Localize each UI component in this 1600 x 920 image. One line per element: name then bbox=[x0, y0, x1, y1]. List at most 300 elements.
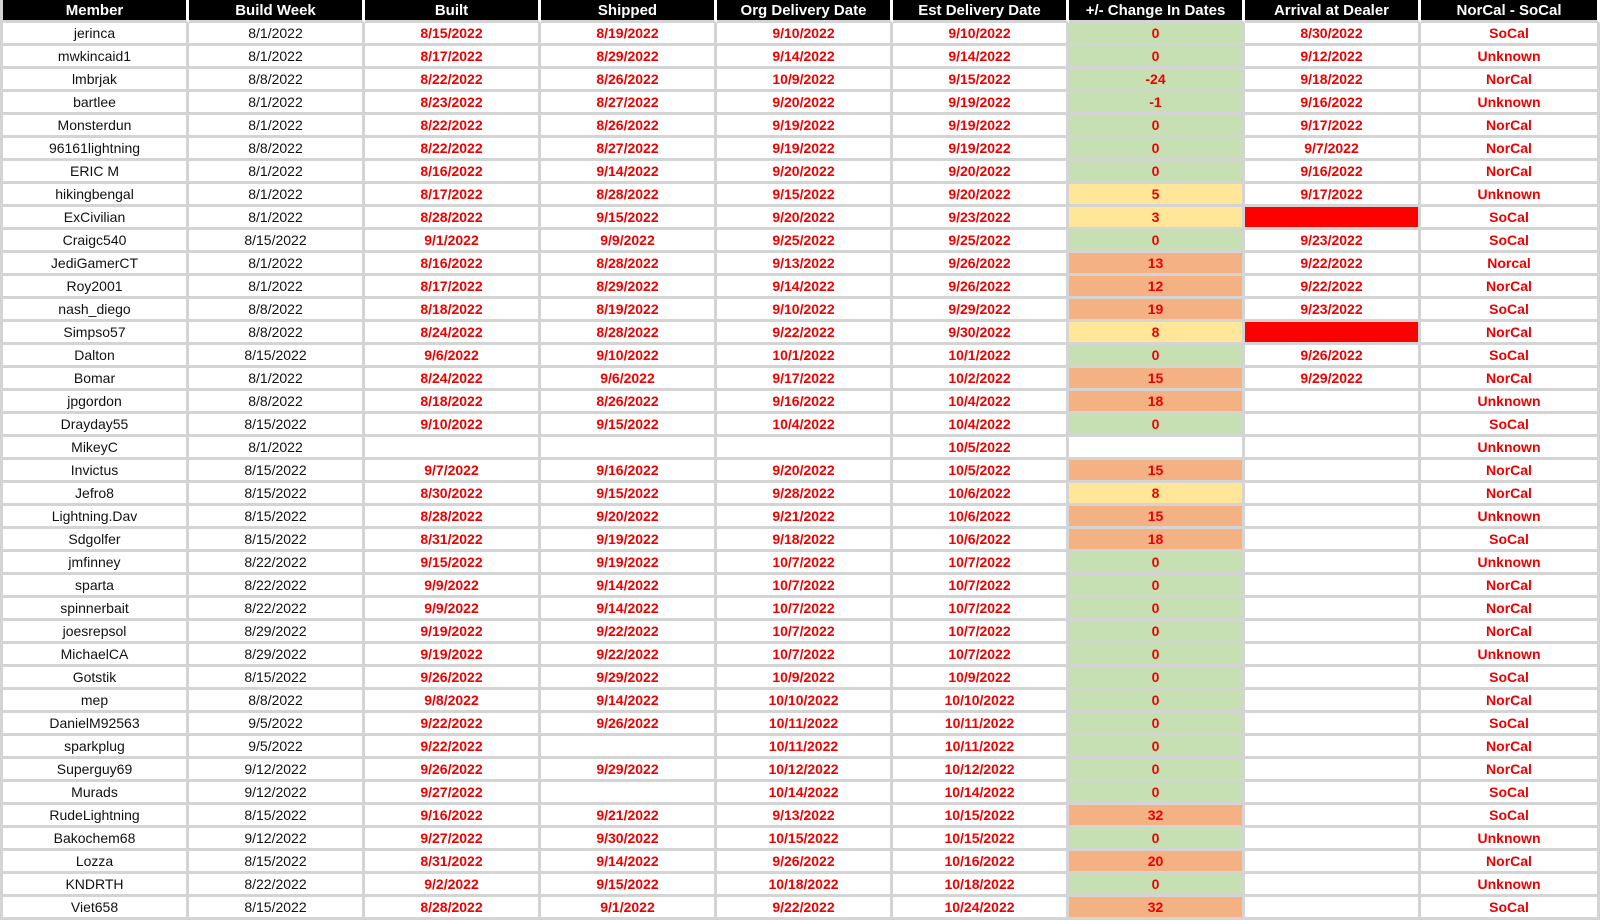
cell-org-delivery-date[interactable]: 10/7/2022 bbox=[717, 598, 893, 621]
cell-build-week[interactable]: 8/8/2022 bbox=[189, 69, 365, 92]
cell-region[interactable]: SoCal bbox=[1421, 230, 1600, 253]
cell-shipped[interactable]: 9/15/2022 bbox=[541, 414, 717, 437]
cell-member[interactable]: Roy2001 bbox=[0, 276, 189, 299]
cell-build-week[interactable]: 9/5/2022 bbox=[189, 713, 365, 736]
cell-member[interactable]: Drayday55 bbox=[0, 414, 189, 437]
cell-built[interactable]: 8/17/2022 bbox=[365, 46, 541, 69]
cell-build-week[interactable]: 8/1/2022 bbox=[189, 23, 365, 46]
column-header-built[interactable]: Built bbox=[365, 0, 541, 23]
cell-org-delivery-date[interactable]: 9/25/2022 bbox=[717, 230, 893, 253]
cell-shipped[interactable]: 8/19/2022 bbox=[541, 299, 717, 322]
cell-shipped[interactable]: 8/27/2022 bbox=[541, 138, 717, 161]
cell-shipped[interactable]: 9/14/2022 bbox=[541, 161, 717, 184]
cell-member[interactable]: JediGamerCT bbox=[0, 253, 189, 276]
cell-region[interactable]: SoCal bbox=[1421, 529, 1600, 552]
cell-arrival-at-dealer[interactable] bbox=[1245, 851, 1421, 874]
cell-org-delivery-date[interactable]: 9/18/2022 bbox=[717, 529, 893, 552]
cell-org-delivery-date[interactable]: 10/7/2022 bbox=[717, 621, 893, 644]
cell-region[interactable]: NorCal bbox=[1421, 736, 1600, 759]
cell-region[interactable]: SoCal bbox=[1421, 782, 1600, 805]
cell-org-delivery-date[interactable]: 10/7/2022 bbox=[717, 575, 893, 598]
cell-org-delivery-date[interactable]: 9/20/2022 bbox=[717, 207, 893, 230]
cell-org-delivery-date[interactable]: 10/11/2022 bbox=[717, 736, 893, 759]
cell-change-in-dates[interactable]: 8 bbox=[1069, 483, 1245, 506]
cell-est-delivery-date[interactable]: 9/25/2022 bbox=[893, 230, 1069, 253]
cell-build-week[interactable]: 8/15/2022 bbox=[189, 506, 365, 529]
cell-arrival-at-dealer[interactable] bbox=[1245, 506, 1421, 529]
cell-member[interactable]: Bakochem68 bbox=[0, 828, 189, 851]
column-header-est-delivery-date[interactable]: Est Delivery Date bbox=[893, 0, 1069, 23]
column-header-region[interactable]: NorCal - SoCal bbox=[1421, 0, 1600, 23]
cell-region[interactable]: NorCal bbox=[1421, 851, 1600, 874]
cell-est-delivery-date[interactable]: 10/12/2022 bbox=[893, 759, 1069, 782]
cell-arrival-at-dealer[interactable] bbox=[1245, 713, 1421, 736]
cell-change-in-dates[interactable]: 0 bbox=[1069, 23, 1245, 46]
cell-change-in-dates[interactable]: 0 bbox=[1069, 782, 1245, 805]
cell-est-delivery-date[interactable]: 10/7/2022 bbox=[893, 598, 1069, 621]
cell-arrival-at-dealer[interactable] bbox=[1245, 437, 1421, 460]
cell-est-delivery-date[interactable]: 9/10/2022 bbox=[893, 23, 1069, 46]
cell-shipped[interactable]: 9/26/2022 bbox=[541, 713, 717, 736]
cell-region[interactable]: Unknown bbox=[1421, 552, 1600, 575]
cell-region[interactable]: NorCal bbox=[1421, 460, 1600, 483]
cell-change-in-dates[interactable]: 3 bbox=[1069, 207, 1245, 230]
cell-member[interactable]: DanielM92563 bbox=[0, 713, 189, 736]
cell-arrival-at-dealer[interactable] bbox=[1245, 621, 1421, 644]
cell-est-delivery-date[interactable]: 9/19/2022 bbox=[893, 115, 1069, 138]
cell-build-week[interactable]: 9/12/2022 bbox=[189, 759, 365, 782]
cell-region[interactable]: Unknown bbox=[1421, 46, 1600, 69]
cell-change-in-dates[interactable]: 12 bbox=[1069, 276, 1245, 299]
cell-est-delivery-date[interactable]: 10/2/2022 bbox=[893, 368, 1069, 391]
cell-change-in-dates[interactable]: 0 bbox=[1069, 138, 1245, 161]
cell-org-delivery-date[interactable]: 9/15/2022 bbox=[717, 184, 893, 207]
cell-build-week[interactable]: 8/1/2022 bbox=[189, 437, 365, 460]
cell-built[interactable]: 8/23/2022 bbox=[365, 92, 541, 115]
cell-member[interactable]: MichaelCA bbox=[0, 644, 189, 667]
cell-region[interactable]: NorCal bbox=[1421, 368, 1600, 391]
cell-change-in-dates[interactable] bbox=[1069, 437, 1245, 460]
cell-change-in-dates[interactable]: 0 bbox=[1069, 621, 1245, 644]
cell-change-in-dates[interactable]: 32 bbox=[1069, 897, 1245, 920]
cell-region[interactable]: NorCal bbox=[1421, 276, 1600, 299]
cell-build-week[interactable]: 8/1/2022 bbox=[189, 207, 365, 230]
cell-change-in-dates[interactable]: 15 bbox=[1069, 368, 1245, 391]
cell-org-delivery-date[interactable]: 9/28/2022 bbox=[717, 483, 893, 506]
cell-arrival-at-dealer[interactable]: 9/29/2022 bbox=[1245, 368, 1421, 391]
cell-shipped[interactable]: 8/28/2022 bbox=[541, 322, 717, 345]
cell-est-delivery-date[interactable]: 10/4/2022 bbox=[893, 391, 1069, 414]
cell-est-delivery-date[interactable]: 10/5/2022 bbox=[893, 460, 1069, 483]
cell-est-delivery-date[interactable]: 10/4/2022 bbox=[893, 414, 1069, 437]
cell-est-delivery-date[interactable]: 10/6/2022 bbox=[893, 529, 1069, 552]
cell-arrival-at-dealer[interactable] bbox=[1245, 575, 1421, 598]
cell-arrival-at-dealer[interactable] bbox=[1245, 529, 1421, 552]
cell-region[interactable]: Unknown bbox=[1421, 506, 1600, 529]
cell-member[interactable]: Simpso57 bbox=[0, 322, 189, 345]
cell-region[interactable]: Unknown bbox=[1421, 644, 1600, 667]
cell-built[interactable]: 9/19/2022 bbox=[365, 644, 541, 667]
cell-region[interactable]: NorCal bbox=[1421, 69, 1600, 92]
cell-member[interactable]: jpgordon bbox=[0, 391, 189, 414]
cell-change-in-dates[interactable]: 15 bbox=[1069, 506, 1245, 529]
cell-est-delivery-date[interactable]: 9/30/2022 bbox=[893, 322, 1069, 345]
column-header-arrival-at-dealer[interactable]: Arrival at Dealer bbox=[1245, 0, 1421, 23]
cell-shipped[interactable]: 9/14/2022 bbox=[541, 575, 717, 598]
cell-region[interactable]: Unknown bbox=[1421, 184, 1600, 207]
cell-org-delivery-date[interactable]: 10/7/2022 bbox=[717, 644, 893, 667]
cell-built[interactable]: 8/22/2022 bbox=[365, 115, 541, 138]
cell-est-delivery-date[interactable]: 9/20/2022 bbox=[893, 184, 1069, 207]
cell-shipped[interactable]: 8/26/2022 bbox=[541, 391, 717, 414]
cell-est-delivery-date[interactable]: 10/24/2022 bbox=[893, 897, 1069, 920]
cell-est-delivery-date[interactable]: 10/6/2022 bbox=[893, 506, 1069, 529]
cell-shipped[interactable]: 9/15/2022 bbox=[541, 483, 717, 506]
cell-change-in-dates[interactable]: 0 bbox=[1069, 828, 1245, 851]
cell-built[interactable]: 9/7/2022 bbox=[365, 460, 541, 483]
cell-change-in-dates[interactable]: -1 bbox=[1069, 92, 1245, 115]
cell-change-in-dates[interactable]: 8 bbox=[1069, 322, 1245, 345]
cell-region[interactable]: NorCal bbox=[1421, 483, 1600, 506]
cell-built[interactable]: 9/26/2022 bbox=[365, 759, 541, 782]
cell-shipped[interactable]: 8/27/2022 bbox=[541, 92, 717, 115]
cell-shipped[interactable]: 9/10/2022 bbox=[541, 345, 717, 368]
cell-shipped[interactable]: 9/15/2022 bbox=[541, 207, 717, 230]
cell-member[interactable]: Gotstik bbox=[0, 667, 189, 690]
cell-shipped[interactable]: 8/19/2022 bbox=[541, 23, 717, 46]
cell-region[interactable]: Unknown bbox=[1421, 92, 1600, 115]
cell-est-delivery-date[interactable]: 9/29/2022 bbox=[893, 299, 1069, 322]
cell-region[interactable]: Unknown bbox=[1421, 391, 1600, 414]
cell-change-in-dates[interactable]: 19 bbox=[1069, 299, 1245, 322]
cell-member[interactable]: Viet658 bbox=[0, 897, 189, 920]
cell-est-delivery-date[interactable]: 10/5/2022 bbox=[893, 437, 1069, 460]
cell-change-in-dates[interactable]: 0 bbox=[1069, 575, 1245, 598]
cell-build-week[interactable]: 8/29/2022 bbox=[189, 644, 365, 667]
cell-change-in-dates[interactable]: 0 bbox=[1069, 115, 1245, 138]
cell-build-week[interactable]: 8/1/2022 bbox=[189, 46, 365, 69]
cell-built[interactable]: 8/31/2022 bbox=[365, 851, 541, 874]
cell-change-in-dates[interactable]: 32 bbox=[1069, 805, 1245, 828]
cell-region[interactable]: NorCal bbox=[1421, 322, 1600, 345]
cell-built[interactable]: 8/18/2022 bbox=[365, 391, 541, 414]
cell-region[interactable]: NorCal bbox=[1421, 690, 1600, 713]
cell-build-week[interactable]: 8/8/2022 bbox=[189, 138, 365, 161]
cell-arrival-at-dealer[interactable]: 9/17/2022 bbox=[1245, 115, 1421, 138]
cell-shipped[interactable]: 8/28/2022 bbox=[541, 184, 717, 207]
cell-org-delivery-date[interactable]: 9/22/2022 bbox=[717, 897, 893, 920]
cell-arrival-at-dealer[interactable] bbox=[1245, 782, 1421, 805]
cell-build-week[interactable]: 8/15/2022 bbox=[189, 851, 365, 874]
cell-region[interactable]: NorCal bbox=[1421, 598, 1600, 621]
column-header-member[interactable]: Member bbox=[0, 0, 189, 23]
cell-region[interactable]: NorCal bbox=[1421, 575, 1600, 598]
cell-region[interactable]: SoCal bbox=[1421, 897, 1600, 920]
cell-org-delivery-date[interactable]: 9/21/2022 bbox=[717, 506, 893, 529]
cell-build-week[interactable]: 8/8/2022 bbox=[189, 690, 365, 713]
cell-arrival-at-dealer[interactable]: 9/23/2022 bbox=[1245, 230, 1421, 253]
cell-arrival-at-dealer[interactable] bbox=[1245, 667, 1421, 690]
cell-shipped[interactable]: 9/14/2022 bbox=[541, 690, 717, 713]
cell-built[interactable]: 8/28/2022 bbox=[365, 897, 541, 920]
cell-org-delivery-date[interactable]: 9/10/2022 bbox=[717, 299, 893, 322]
cell-built[interactable]: 9/9/2022 bbox=[365, 575, 541, 598]
cell-build-week[interactable]: 8/22/2022 bbox=[189, 575, 365, 598]
cell-est-delivery-date[interactable]: 10/11/2022 bbox=[893, 736, 1069, 759]
cell-change-in-dates[interactable]: 13 bbox=[1069, 253, 1245, 276]
cell-build-week[interactable]: 8/22/2022 bbox=[189, 598, 365, 621]
cell-shipped[interactable]: 8/26/2022 bbox=[541, 69, 717, 92]
cell-build-week[interactable]: 8/15/2022 bbox=[189, 414, 365, 437]
cell-built[interactable]: 9/16/2022 bbox=[365, 805, 541, 828]
cell-arrival-at-dealer[interactable]: 9/22/2022 bbox=[1245, 253, 1421, 276]
cell-org-delivery-date[interactable]: 9/10/2022 bbox=[717, 23, 893, 46]
cell-build-week[interactable]: 9/12/2022 bbox=[189, 828, 365, 851]
cell-arrival-at-dealer[interactable]: 8/30/2022 bbox=[1245, 23, 1421, 46]
cell-region[interactable]: SoCal bbox=[1421, 667, 1600, 690]
cell-est-delivery-date[interactable]: 10/15/2022 bbox=[893, 828, 1069, 851]
cell-member[interactable]: Invictus bbox=[0, 460, 189, 483]
cell-member[interactable]: Lozza bbox=[0, 851, 189, 874]
cell-shipped[interactable]: 9/14/2022 bbox=[541, 598, 717, 621]
cell-shipped[interactable]: 8/26/2022 bbox=[541, 115, 717, 138]
cell-est-delivery-date[interactable]: 10/18/2022 bbox=[893, 874, 1069, 897]
cell-est-delivery-date[interactable]: 10/7/2022 bbox=[893, 644, 1069, 667]
cell-est-delivery-date[interactable]: 10/7/2022 bbox=[893, 621, 1069, 644]
cell-member[interactable]: mep bbox=[0, 690, 189, 713]
cell-member[interactable]: sparta bbox=[0, 575, 189, 598]
cell-built[interactable]: 9/6/2022 bbox=[365, 345, 541, 368]
cell-member[interactable]: ExCivilian bbox=[0, 207, 189, 230]
column-header-org-delivery-date[interactable]: Org Delivery Date bbox=[717, 0, 893, 23]
cell-member[interactable]: KNDRTH bbox=[0, 874, 189, 897]
cell-change-in-dates[interactable]: 5 bbox=[1069, 184, 1245, 207]
cell-org-delivery-date[interactable]: 10/4/2022 bbox=[717, 414, 893, 437]
cell-member[interactable]: lmbrjak bbox=[0, 69, 189, 92]
cell-member[interactable]: sparkplug bbox=[0, 736, 189, 759]
cell-member[interactable]: jmfinney bbox=[0, 552, 189, 575]
cell-region[interactable]: NorCal bbox=[1421, 161, 1600, 184]
cell-org-delivery-date[interactable]: 9/14/2022 bbox=[717, 276, 893, 299]
cell-build-week[interactable]: 8/1/2022 bbox=[189, 184, 365, 207]
cell-org-delivery-date[interactable]: 9/13/2022 bbox=[717, 805, 893, 828]
column-header-build-week[interactable]: Build Week bbox=[189, 0, 365, 23]
cell-built[interactable]: 9/27/2022 bbox=[365, 828, 541, 851]
cell-build-week[interactable]: 8/1/2022 bbox=[189, 368, 365, 391]
cell-build-week[interactable]: 8/15/2022 bbox=[189, 230, 365, 253]
cell-built[interactable]: 9/8/2022 bbox=[365, 690, 541, 713]
cell-org-delivery-date[interactable] bbox=[717, 437, 893, 460]
cell-member[interactable]: Murads bbox=[0, 782, 189, 805]
cell-change-in-dates[interactable]: 0 bbox=[1069, 46, 1245, 69]
cell-arrival-at-dealer[interactable]: 9/22/2022 bbox=[1245, 276, 1421, 299]
cell-shipped[interactable] bbox=[541, 782, 717, 805]
cell-built[interactable]: 9/27/2022 bbox=[365, 782, 541, 805]
cell-built[interactable]: 8/22/2022 bbox=[365, 138, 541, 161]
cell-built[interactable]: 8/31/2022 bbox=[365, 529, 541, 552]
cell-org-delivery-date[interactable]: 10/18/2022 bbox=[717, 874, 893, 897]
cell-est-delivery-date[interactable]: 10/14/2022 bbox=[893, 782, 1069, 805]
cell-region[interactable]: SoCal bbox=[1421, 23, 1600, 46]
cell-built[interactable]: 9/22/2022 bbox=[365, 713, 541, 736]
cell-org-delivery-date[interactable]: 9/22/2022 bbox=[717, 322, 893, 345]
cell-shipped[interactable] bbox=[541, 437, 717, 460]
cell-region[interactable]: SoCal bbox=[1421, 299, 1600, 322]
cell-member[interactable]: Lightning.Dav bbox=[0, 506, 189, 529]
cell-built[interactable]: 9/2/2022 bbox=[365, 874, 541, 897]
cell-member[interactable]: hikingbengal bbox=[0, 184, 189, 207]
cell-arrival-at-dealer[interactable] bbox=[1245, 391, 1421, 414]
cell-build-week[interactable]: 8/15/2022 bbox=[189, 460, 365, 483]
cell-built[interactable]: 8/17/2022 bbox=[365, 184, 541, 207]
cell-arrival-at-dealer[interactable] bbox=[1245, 690, 1421, 713]
cell-shipped[interactable]: 9/19/2022 bbox=[541, 529, 717, 552]
cell-build-week[interactable]: 8/1/2022 bbox=[189, 92, 365, 115]
cell-arrival-at-dealer[interactable]: 9/16/2022 bbox=[1245, 92, 1421, 115]
cell-built[interactable]: 8/22/2022 bbox=[365, 69, 541, 92]
cell-est-delivery-date[interactable]: 10/7/2022 bbox=[893, 575, 1069, 598]
cell-arrival-at-dealer[interactable]: 9/17/2022 bbox=[1245, 184, 1421, 207]
cell-change-in-dates[interactable]: 18 bbox=[1069, 391, 1245, 414]
cell-shipped[interactable]: 9/9/2022 bbox=[541, 230, 717, 253]
cell-built[interactable]: 9/9/2022 bbox=[365, 598, 541, 621]
cell-est-delivery-date[interactable]: 10/7/2022 bbox=[893, 552, 1069, 575]
cell-est-delivery-date[interactable]: 10/16/2022 bbox=[893, 851, 1069, 874]
cell-build-week[interactable]: 8/15/2022 bbox=[189, 805, 365, 828]
cell-built[interactable]: 8/18/2022 bbox=[365, 299, 541, 322]
cell-region[interactable]: SoCal bbox=[1421, 713, 1600, 736]
cell-arrival-at-dealer[interactable] bbox=[1245, 828, 1421, 851]
cell-org-delivery-date[interactable]: 10/9/2022 bbox=[717, 667, 893, 690]
cell-shipped[interactable]: 9/22/2022 bbox=[541, 621, 717, 644]
cell-change-in-dates[interactable]: 0 bbox=[1069, 713, 1245, 736]
cell-arrival-at-dealer[interactable] bbox=[1245, 644, 1421, 667]
cell-built[interactable]: 9/22/2022 bbox=[365, 736, 541, 759]
cell-arrival-at-dealer[interactable] bbox=[1245, 414, 1421, 437]
cell-region[interactable]: NorCal bbox=[1421, 138, 1600, 161]
cell-build-week[interactable]: 8/8/2022 bbox=[189, 322, 365, 345]
cell-region[interactable]: NorCal bbox=[1421, 759, 1600, 782]
cell-build-week[interactable]: 8/1/2022 bbox=[189, 253, 365, 276]
cell-member[interactable]: Dalton bbox=[0, 345, 189, 368]
cell-est-delivery-date[interactable]: 10/1/2022 bbox=[893, 345, 1069, 368]
cell-build-week[interactable]: 8/22/2022 bbox=[189, 874, 365, 897]
cell-org-delivery-date[interactable]: 10/15/2022 bbox=[717, 828, 893, 851]
cell-arrival-at-dealer[interactable] bbox=[1245, 552, 1421, 575]
cell-built[interactable]: 8/16/2022 bbox=[365, 253, 541, 276]
cell-org-delivery-date[interactable]: 10/11/2022 bbox=[717, 713, 893, 736]
cell-change-in-dates[interactable]: 0 bbox=[1069, 667, 1245, 690]
cell-arrival-at-dealer[interactable]: 9/26/2022 bbox=[1245, 345, 1421, 368]
cell-est-delivery-date[interactable]: 9/19/2022 bbox=[893, 92, 1069, 115]
cell-build-week[interactable]: 8/1/2022 bbox=[189, 276, 365, 299]
cell-build-week[interactable]: 8/22/2022 bbox=[189, 552, 365, 575]
cell-build-week[interactable]: 8/15/2022 bbox=[189, 483, 365, 506]
cell-est-delivery-date[interactable]: 9/26/2022 bbox=[893, 276, 1069, 299]
cell-member[interactable]: ERIC M bbox=[0, 161, 189, 184]
cell-member[interactable]: mwkincaid1 bbox=[0, 46, 189, 69]
cell-org-delivery-date[interactable]: 9/13/2022 bbox=[717, 253, 893, 276]
cell-est-delivery-date[interactable]: 9/19/2022 bbox=[893, 138, 1069, 161]
cell-change-in-dates[interactable]: 0 bbox=[1069, 598, 1245, 621]
cell-built[interactable]: 8/24/2022 bbox=[365, 368, 541, 391]
cell-org-delivery-date[interactable]: 9/14/2022 bbox=[717, 46, 893, 69]
cell-build-week[interactable]: 8/15/2022 bbox=[189, 345, 365, 368]
cell-change-in-dates[interactable]: 0 bbox=[1069, 736, 1245, 759]
cell-shipped[interactable]: 9/29/2022 bbox=[541, 667, 717, 690]
cell-built[interactable]: 9/19/2022 bbox=[365, 621, 541, 644]
cell-shipped[interactable]: 9/6/2022 bbox=[541, 368, 717, 391]
cell-arrival-at-dealer[interactable]: 9/23/2022 bbox=[1245, 299, 1421, 322]
cell-org-delivery-date[interactable]: 9/20/2022 bbox=[717, 92, 893, 115]
cell-build-week[interactable]: 9/12/2022 bbox=[189, 782, 365, 805]
cell-shipped[interactable]: 8/28/2022 bbox=[541, 253, 717, 276]
cell-build-week[interactable]: 8/1/2022 bbox=[189, 115, 365, 138]
cell-est-delivery-date[interactable]: 9/20/2022 bbox=[893, 161, 1069, 184]
cell-change-in-dates[interactable]: 0 bbox=[1069, 230, 1245, 253]
cell-build-week[interactable]: 8/15/2022 bbox=[189, 667, 365, 690]
cell-region[interactable]: SoCal bbox=[1421, 207, 1600, 230]
cell-arrival-at-dealer[interactable] bbox=[1245, 322, 1421, 345]
cell-org-delivery-date[interactable]: 9/19/2022 bbox=[717, 138, 893, 161]
cell-change-in-dates[interactable]: 18 bbox=[1069, 529, 1245, 552]
cell-built[interactable]: 9/26/2022 bbox=[365, 667, 541, 690]
cell-member[interactable]: Monsterdun bbox=[0, 115, 189, 138]
cell-org-delivery-date[interactable]: 10/7/2022 bbox=[717, 552, 893, 575]
cell-member[interactable]: spinnerbait bbox=[0, 598, 189, 621]
column-header-shipped[interactable]: Shipped bbox=[541, 0, 717, 23]
cell-shipped[interactable]: 9/30/2022 bbox=[541, 828, 717, 851]
cell-org-delivery-date[interactable]: 9/20/2022 bbox=[717, 161, 893, 184]
cell-region[interactable]: Unknown bbox=[1421, 874, 1600, 897]
cell-built[interactable]: 8/28/2022 bbox=[365, 207, 541, 230]
cell-member[interactable]: joesrepsol bbox=[0, 621, 189, 644]
cell-region[interactable]: Unknown bbox=[1421, 437, 1600, 460]
cell-build-week[interactable]: 8/15/2022 bbox=[189, 897, 365, 920]
cell-built[interactable]: 8/16/2022 bbox=[365, 161, 541, 184]
cell-build-week[interactable]: 8/15/2022 bbox=[189, 529, 365, 552]
cell-member[interactable]: Bomar bbox=[0, 368, 189, 391]
cell-arrival-at-dealer[interactable] bbox=[1245, 207, 1421, 230]
cell-est-delivery-date[interactable]: 9/23/2022 bbox=[893, 207, 1069, 230]
cell-region[interactable]: SoCal bbox=[1421, 805, 1600, 828]
cell-change-in-dates[interactable]: 0 bbox=[1069, 644, 1245, 667]
cell-shipped[interactable]: 9/29/2022 bbox=[541, 759, 717, 782]
cell-shipped[interactable]: 9/20/2022 bbox=[541, 506, 717, 529]
cell-built[interactable]: 8/15/2022 bbox=[365, 23, 541, 46]
cell-org-delivery-date[interactable]: 10/14/2022 bbox=[717, 782, 893, 805]
cell-member[interactable]: RudeLightning bbox=[0, 805, 189, 828]
cell-built[interactable]: 8/30/2022 bbox=[365, 483, 541, 506]
cell-arrival-at-dealer[interactable] bbox=[1245, 460, 1421, 483]
cell-arrival-at-dealer[interactable] bbox=[1245, 736, 1421, 759]
cell-arrival-at-dealer[interactable] bbox=[1245, 759, 1421, 782]
cell-region[interactable]: NorCal bbox=[1421, 115, 1600, 138]
cell-member[interactable]: MikeyC bbox=[0, 437, 189, 460]
cell-change-in-dates[interactable]: 0 bbox=[1069, 414, 1245, 437]
cell-built[interactable]: 9/1/2022 bbox=[365, 230, 541, 253]
cell-region[interactable]: SoCal bbox=[1421, 414, 1600, 437]
cell-member[interactable]: Craigc540 bbox=[0, 230, 189, 253]
cell-build-week[interactable]: 8/1/2022 bbox=[189, 161, 365, 184]
cell-est-delivery-date[interactable]: 9/26/2022 bbox=[893, 253, 1069, 276]
cell-change-in-dates[interactable]: 0 bbox=[1069, 345, 1245, 368]
cell-member[interactable]: jerinca bbox=[0, 23, 189, 46]
cell-arrival-at-dealer[interactable] bbox=[1245, 598, 1421, 621]
cell-region[interactable]: Unknown bbox=[1421, 828, 1600, 851]
cell-org-delivery-date[interactable]: 10/9/2022 bbox=[717, 69, 893, 92]
cell-change-in-dates[interactable]: 0 bbox=[1069, 759, 1245, 782]
